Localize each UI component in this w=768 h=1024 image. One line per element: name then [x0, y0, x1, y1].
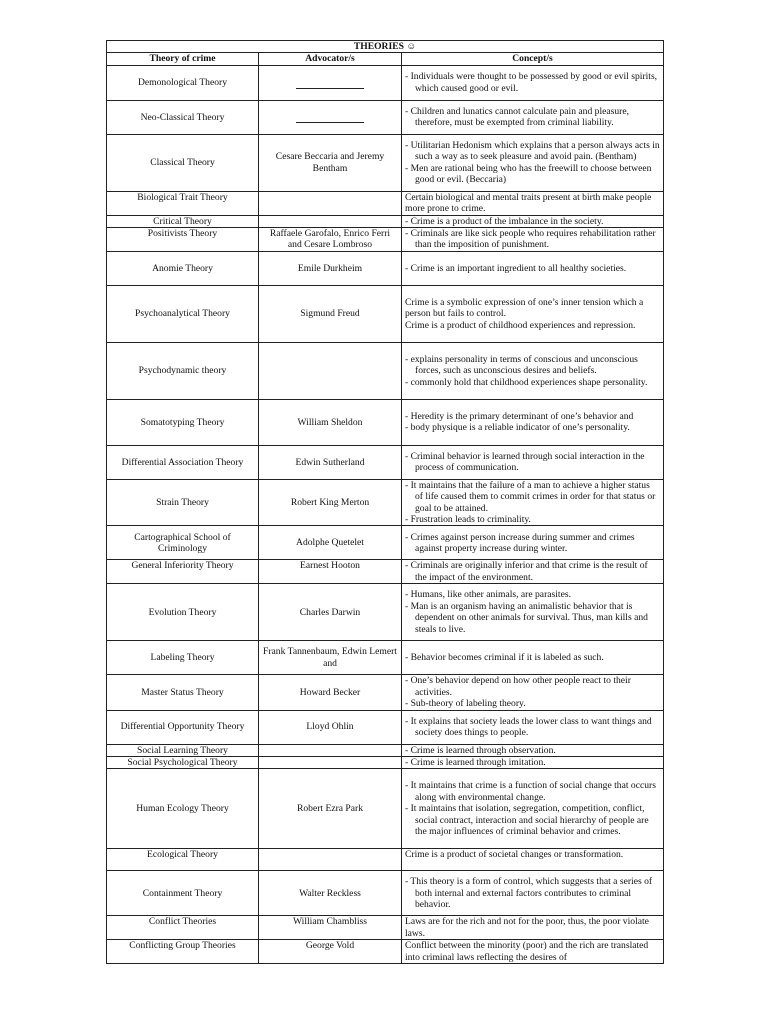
- table-row: [107, 641, 664, 675]
- table-row: [107, 342, 664, 399]
- theory-name: Anomie Theory: [107, 251, 259, 285]
- theories-body: [107, 65, 664, 963]
- concept-line: - Criminal behavior is learned through social interaction in the process of communication.: [405, 450, 645, 474]
- concept-cell: [402, 769, 664, 849]
- concept-line: - Heredity is the primary determinant of one’s behavior and: [405, 410, 634, 422]
- advocator-name: [259, 710, 402, 744]
- table-row: [107, 916, 664, 940]
- theories-table: [106, 40, 664, 964]
- header-concept: Concept/s: [402, 53, 664, 65]
- theory-name: Labeling Theory: [107, 641, 259, 675]
- header-advocator: Advocator/s: [259, 53, 402, 65]
- advocator-name: [259, 675, 402, 710]
- theory-name: Master Status Theory: [107, 675, 259, 710]
- theory-name: Biological Trait Theory: [107, 191, 259, 215]
- theory-name: Somatotyping Theory: [107, 399, 259, 445]
- concept-line: - Man is an organism having an animalistic behavior that is dependent on other animals for survival. Thus, man kills and steals to live.: [405, 600, 648, 635]
- theory-name: Demonological Theory: [107, 65, 259, 100]
- advocator-name: [259, 584, 402, 641]
- theory-name: General Inferiority Theory: [107, 560, 259, 584]
- concept-cell: [402, 916, 664, 940]
- table-row: [107, 584, 664, 641]
- concept-line: - It maintains that crime is a function of social change that occurs along with environmental change.: [405, 780, 656, 803]
- advocator-name: [259, 342, 402, 399]
- table-row: [107, 285, 664, 342]
- concept-line: - It explains that society leads the lower class to want things and society does things to people.: [405, 715, 652, 738]
- advocator-name: [259, 399, 402, 445]
- concept-cell: [402, 342, 664, 399]
- advocator-text: Sigmund Freud: [300, 308, 360, 320]
- concept-line: - Criminals are originally inferior and that crime is the result of the impact of the environment.: [405, 560, 648, 583]
- table-row: [107, 940, 664, 964]
- concept-cell: [402, 641, 664, 675]
- advocator-name: [259, 445, 402, 479]
- blank-line: [296, 113, 364, 123]
- theory-name: Psychodynamic theory: [107, 342, 259, 399]
- concept-line: - body physique is a reliable indicator of one’s personality.: [405, 422, 630, 434]
- theory-name: Conflicting Group Theories: [107, 940, 259, 964]
- concept-line: Crime is a product of societal changes or transformation.: [405, 849, 624, 861]
- advocator-name: [259, 228, 402, 252]
- table-row: [107, 744, 664, 756]
- concept-line: - Crime is an important ingredient to all healthy societies.: [405, 262, 627, 274]
- concept-line: - Crime is a product of the imbalance in the society.: [405, 215, 604, 227]
- theory-name: Human Ecology Theory: [107, 769, 259, 849]
- table-row: [107, 526, 664, 560]
- concept-cell: [402, 100, 664, 134]
- concept-line: - Sub-theory of labeling theory.: [405, 698, 526, 710]
- table-row: [107, 871, 664, 916]
- concept-line: - Behavior becomes criminal if it is labeled as such.: [405, 652, 604, 664]
- theory-name: Critical Theory: [107, 215, 259, 227]
- advocator-name: [259, 285, 402, 342]
- advocator-text: William Chambliss: [293, 916, 367, 928]
- concept-line: - Crime is learned through imitation.: [405, 756, 546, 768]
- theory-name: Differential Association Theory: [107, 445, 259, 479]
- advocator-name: [259, 756, 402, 768]
- concept-line: - It maintains that isolation, segregation, competition, conflict, social contract, interaction and social hierarchy of people are the major influences of criminal behavior and crimes.: [405, 803, 649, 837]
- table-row: [107, 445, 664, 479]
- concept-cell: [402, 215, 664, 227]
- concept-cell: [402, 65, 664, 100]
- table-row: [107, 769, 664, 849]
- theory-name: Cartographical School of Criminology: [107, 526, 259, 560]
- concept-cell: [402, 251, 664, 285]
- advocator-name: [259, 134, 402, 191]
- concept-cell: [402, 675, 664, 710]
- theories-sheet: [106, 40, 663, 964]
- advocator-name: [259, 769, 402, 849]
- concept-line: - One’s behavior depend on how other people react to their activities.: [405, 675, 631, 698]
- concept-line: - It maintains that the failure of a man to achieve a higher status of life caused them to commit crimes in order for that status or goal to be attained.: [405, 479, 656, 514]
- header-theory: Theory of crime: [107, 53, 259, 65]
- concept-cell: [402, 710, 664, 744]
- table-row: [107, 100, 664, 134]
- concept-line: - commonly hold that childhood experiences shape personality.: [405, 376, 648, 388]
- concept-line: - explains personality in terms of conscious and unconscious forces, such as unconscious desires and beliefs.: [405, 353, 638, 377]
- table-row: [107, 251, 664, 285]
- concept-cell: [402, 871, 664, 916]
- concept-cell: [402, 399, 664, 445]
- theory-name: Positivists Theory: [107, 228, 259, 252]
- advocator-name: [259, 526, 402, 560]
- table-row: [107, 756, 664, 768]
- table-row: [107, 849, 664, 871]
- concept-cell: [402, 228, 664, 252]
- concept-line: - Humans, like other animals, are parasites.: [405, 589, 571, 601]
- theory-name: Psychoanalytical Theory: [107, 285, 259, 342]
- concept-line: - Criminals are like sick people who requires rehabilitation rather than the imposition of punishment.: [405, 228, 656, 251]
- table-row: [107, 191, 664, 215]
- theory-name: Social Psychological Theory: [107, 756, 259, 768]
- advocator-text: Frank Tannenbaum, Edwin Lemert and: [263, 646, 397, 669]
- concept-cell: [402, 445, 664, 479]
- concept-cell: [402, 584, 664, 641]
- table-row: [107, 215, 664, 227]
- advocator-text: William Sheldon: [297, 416, 363, 428]
- concept-cell: [402, 191, 664, 215]
- table-row: [107, 228, 664, 252]
- advocator-name: [259, 940, 402, 964]
- concept-line: Crime is a product of childhood experiences and repression.: [405, 319, 636, 331]
- advocator-name: [259, 641, 402, 675]
- advocator-text: Howard Becker: [299, 686, 361, 698]
- advocator-name: [259, 849, 402, 871]
- theory-name: Strain Theory: [107, 479, 259, 526]
- table-row: [107, 65, 664, 100]
- concept-line: - Frustration leads to criminality.: [405, 514, 531, 526]
- concept-cell: [402, 940, 664, 964]
- table-row: [107, 710, 664, 744]
- concept-line: - Crime is learned through observation.: [405, 744, 556, 756]
- concept-cell: [402, 134, 664, 191]
- advocator-text: Robert Ezra Park: [296, 803, 364, 815]
- advocator-text: George Vold: [305, 940, 355, 952]
- advocator-name: [259, 215, 402, 227]
- concept-line: - This theory is a form of control, which suggests that a series of both internal and external factors contributes to criminal behavior.: [405, 876, 653, 911]
- concept-cell: [402, 756, 664, 768]
- theory-name: Conflict Theories: [107, 916, 259, 940]
- table-row: [107, 675, 664, 710]
- table-row: [107, 560, 664, 584]
- theory-name: Neo-Classical Theory: [107, 100, 259, 134]
- table-row: [107, 479, 664, 526]
- advocator-name: [259, 251, 402, 285]
- theory-name: Differential Opportunity Theory: [107, 710, 259, 744]
- theory-name: Containment Theory: [107, 871, 259, 916]
- concept-line: - Men are rational being who has the freewill to choose between good or evil. (Beccaria): [405, 162, 652, 186]
- theory-name: Ecological Theory: [107, 849, 259, 871]
- advocator-text: Adolphe Quetelet: [296, 537, 364, 549]
- advocator-name: [259, 744, 402, 756]
- advocator-name: [259, 916, 402, 940]
- advocator-text: Walter Reckless: [299, 887, 361, 899]
- blank-line: [296, 79, 364, 89]
- concept-cell: [402, 285, 664, 342]
- concept-cell: [402, 526, 664, 560]
- theory-name: Evolution Theory: [107, 584, 259, 641]
- concept-line: Certain biological and mental traits present at birth make people more prone to crime.: [405, 191, 652, 215]
- concept-line: Conflict between the minority (poor) and the rich are translated into criminal laws reflecting the desires of: [405, 940, 649, 963]
- concept-line: - Children and lunatics cannot calculate pain and pleasure, therefore, must be exempted from criminal liability.: [405, 105, 630, 129]
- advocator-text: Emile Durkheim: [297, 262, 363, 274]
- concept-line: Laws are for the rich and not for the poor, thus, the poor violate laws.: [405, 916, 649, 939]
- concept-line: Crime is a symbolic expression of one’s inner tension which a person but fails to control.: [405, 296, 644, 320]
- advocator-name: [259, 65, 402, 100]
- table-title: THEORIES ☺: [107, 41, 664, 53]
- concept-line: - Individuals were thought to be possessed by good or evil spirits, which caused good or evil.: [405, 71, 658, 94]
- advocator-name: [259, 479, 402, 526]
- advocator-text: Edwin Sutherland: [295, 456, 365, 468]
- concept-cell: [402, 744, 664, 756]
- table-row: [107, 134, 664, 191]
- concept-cell: [402, 849, 664, 871]
- advocator-text: Charles Darwin: [299, 606, 361, 618]
- concept-cell: [402, 479, 664, 526]
- advocator-text: Robert King Merton: [290, 496, 370, 508]
- theory-name: Classical Theory: [107, 134, 259, 191]
- concept-line: - Crimes against person increase during summer and crimes against property increase during winter.: [405, 531, 635, 554]
- advocator-name: [259, 560, 402, 584]
- advocator-name: [259, 871, 402, 916]
- advocator-name: [259, 191, 402, 215]
- concept-line: - Utilitarian Hedonism which explains that a person always acts in such a way as to seek pleasure and avoid pain. (Bentham): [405, 140, 660, 163]
- advocator-text: Lloyd Ohlin: [306, 721, 354, 733]
- advocator-name: [259, 100, 402, 134]
- advocator-text: Earnest Hooton: [300, 560, 360, 572]
- theory-name: Social Learning Theory: [107, 744, 259, 756]
- table-row: [107, 399, 664, 445]
- advocator-text: Raffaele Garofalo, Enrico Ferri and Cesare Lombroso: [269, 228, 391, 251]
- concept-cell: [402, 560, 664, 584]
- advocator-text: Cesare Beccaria and Jeremy Bentham: [275, 151, 385, 174]
